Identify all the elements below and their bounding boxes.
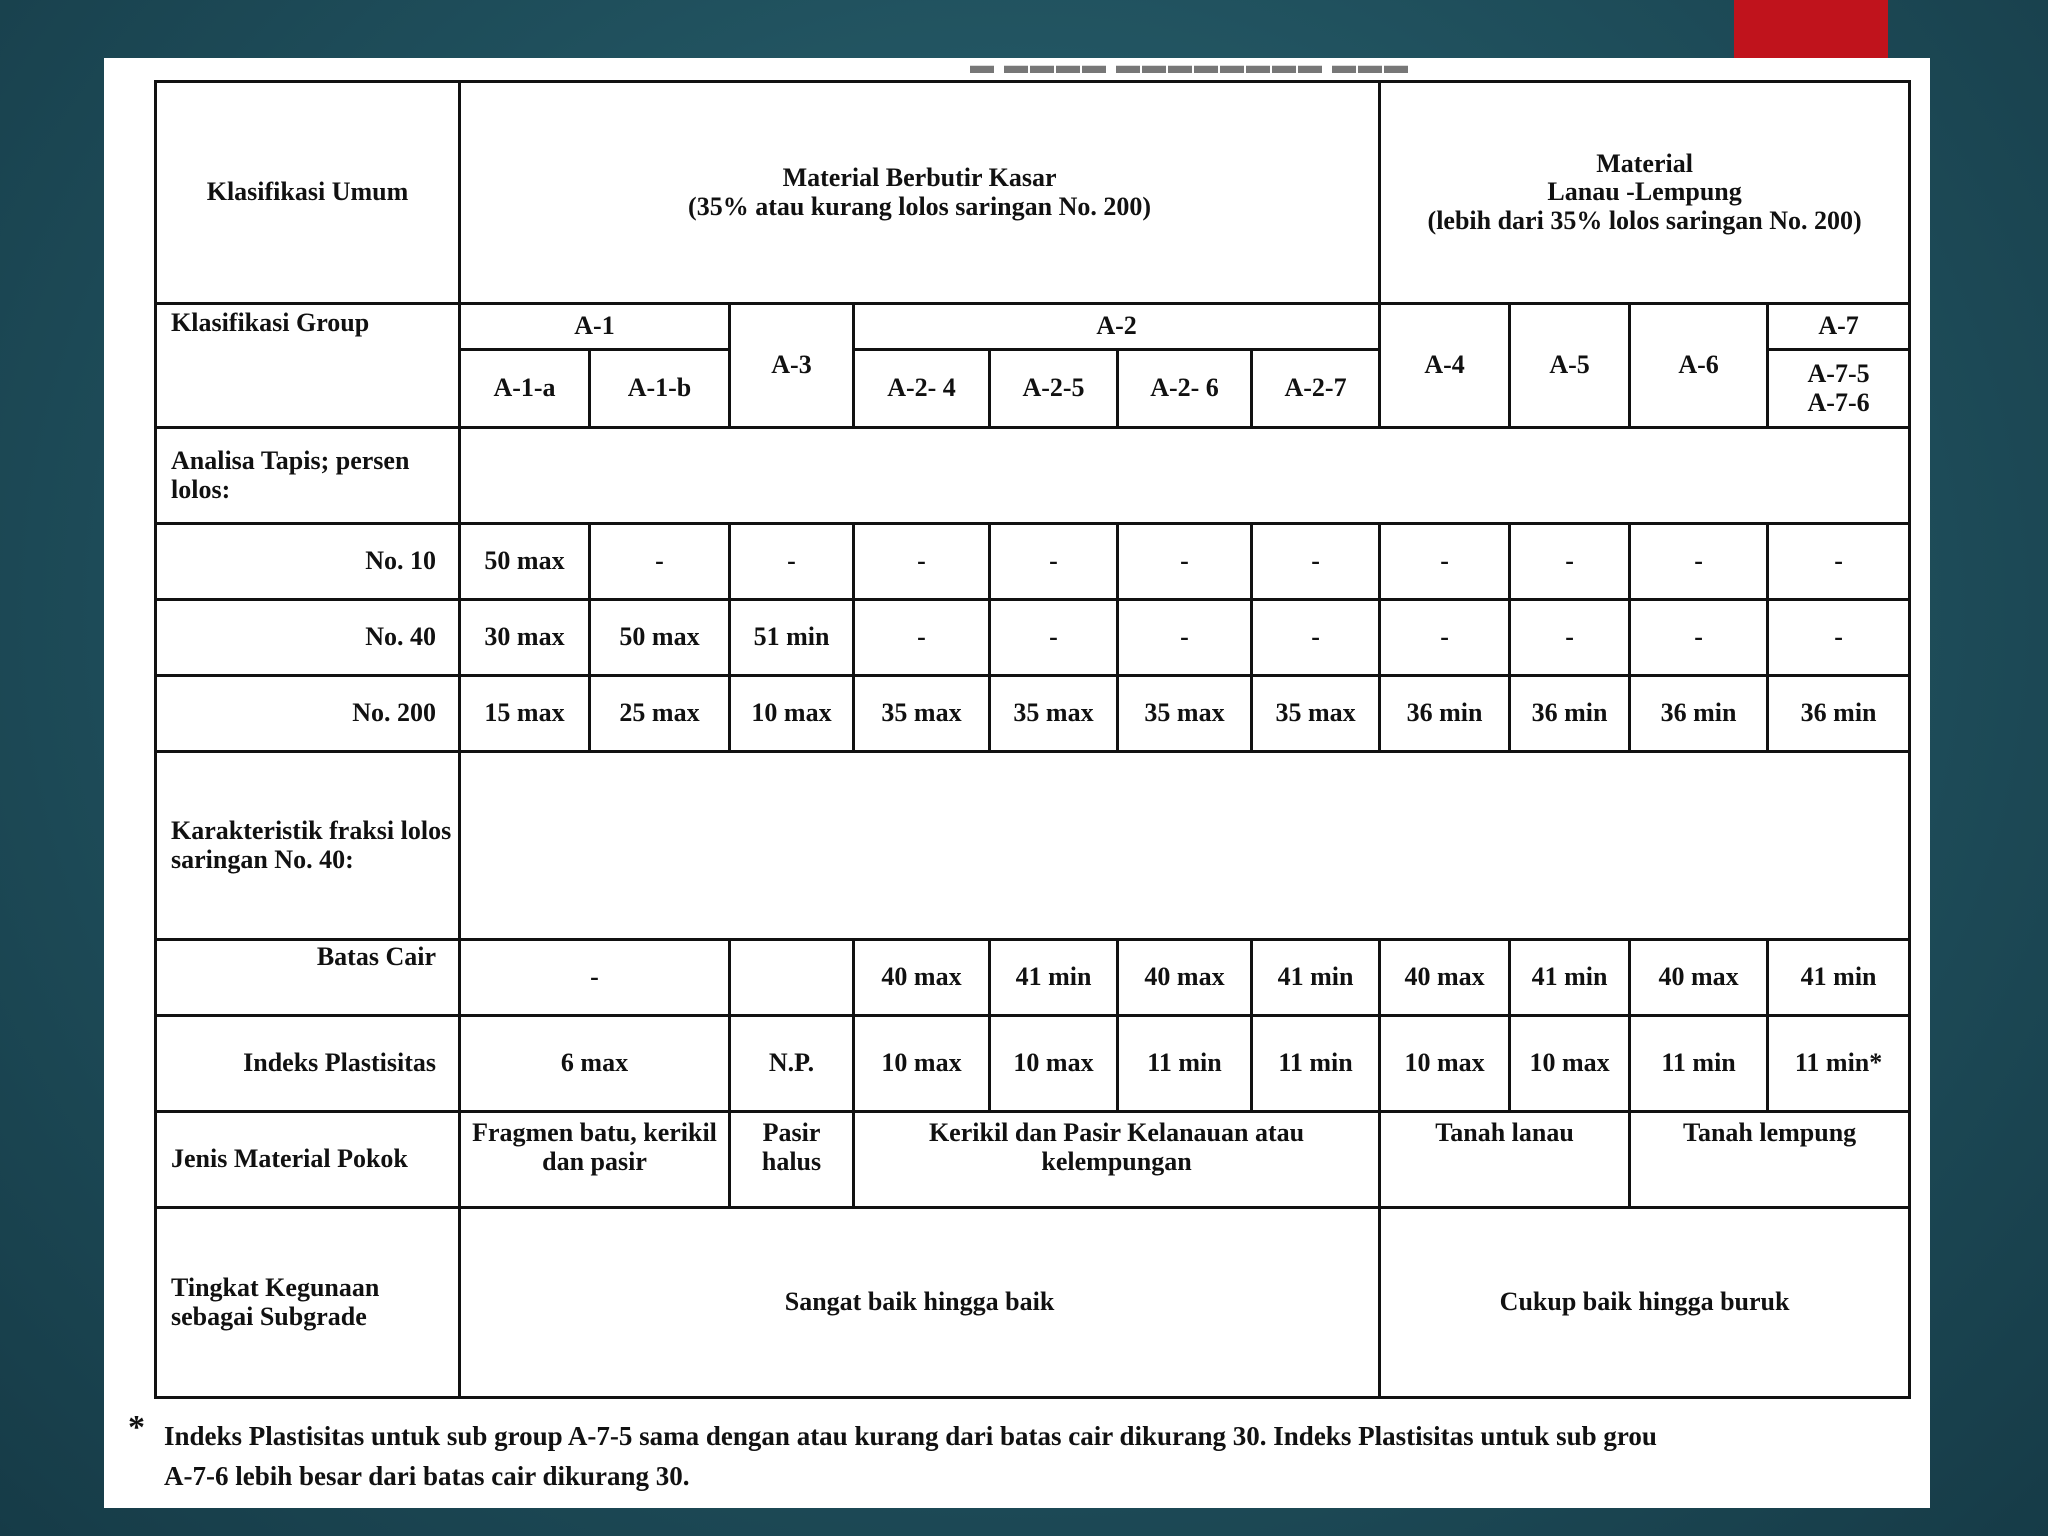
cell: - [1510,524,1630,600]
general-classification-header: Klasifikasi Umum [156,82,460,304]
cell: 15 max [460,676,590,752]
cell-a1: Fragmen batu, kerikil dan pasir [460,1112,730,1208]
red-accent-bar [1734,0,1888,58]
cell: - [990,524,1118,600]
subgroup-a76: A-7-6 [1807,387,1870,417]
footnote-marker: * [128,1409,145,1446]
cell: 10 max [990,1016,1118,1112]
subgroup-a24: A-2- 4 [854,350,990,428]
silt-title-2: Lanau -Lempung [1547,177,1742,207]
cell: 36 min [1630,676,1768,752]
row-no200 [156,676,1910,752]
cell-granular: Sangat baik hingga baik [460,1208,1380,1398]
cell: - [990,600,1118,676]
cell-clay: Tanah lempung [1630,1112,1910,1208]
row-material-type [156,1112,1910,1208]
cell: 30 max [460,600,590,676]
subgroup-a25: A-2-5 [990,350,1118,428]
subgroup-a1b: A-1-b [590,350,730,428]
cell: 11 min [1118,1016,1252,1112]
group-a1: A-1 [460,304,730,350]
cell: 10 max [730,676,854,752]
cell: 50 max [590,600,730,676]
subgroup-a26: A-2- 6 [1118,350,1252,428]
row-liquid-limit [156,940,1910,1016]
cell: 11 min* [1768,1016,1910,1112]
cell-a1: 6 max [460,1016,730,1112]
cell: 40 max [1118,940,1252,1016]
cell: 11 min [1252,1016,1380,1112]
cell-silt-clay: Cukup baik hingga buruk [1380,1208,1910,1398]
row-suitability [156,1208,1910,1398]
group-a3: A-3 [730,304,854,428]
cell: - [1380,600,1510,676]
row-label: No. 10 [156,524,460,600]
cell-silt: Tanah lanau [1380,1112,1630,1208]
cell: 35 max [990,676,1118,752]
cell: 36 min [1768,676,1910,752]
cell: 51 min [730,600,854,676]
silt-subtitle: (lebih dari 35% lolos saringan No. 200) [1427,205,1862,235]
characteristics-label: Karakteristik fraksi lolos saringan No. 40: [156,752,460,940]
row-label: Indeks Plastisitas [156,1016,460,1112]
sieve-analysis-label: Analisa Tapis; persen lolos: [156,428,460,524]
subgroup-a75: A-7-5 [1807,358,1870,388]
cell: 41 min [990,940,1118,1016]
cell: 10 max [854,1016,990,1112]
group-a2: A-2 [854,304,1380,350]
aashto-classification-table [154,80,1911,1399]
group-a7: A-7 [1768,304,1910,350]
cell: - [1380,524,1510,600]
subgroup-a7 [1768,350,1910,428]
cell-a3: Pasir halus [730,1112,854,1208]
granular-title: Material Berbutir Kasar [782,162,1057,192]
cell: 40 max [1630,940,1768,1016]
group-a5: A-5 [1510,304,1630,428]
characteristics-blank [460,752,1910,940]
cell: - [1118,524,1252,600]
row-label: No. 200 [156,676,460,752]
cell: 25 max [590,676,730,752]
cell: - [730,524,854,600]
row-label: No. 40 [156,600,460,676]
cell: 11 min [1630,1016,1768,1112]
cell: 10 max [1510,1016,1630,1112]
group-a6: A-6 [1630,304,1768,428]
subgroup-a1a: A-1-a [460,350,590,428]
cell-a3: N.P. [730,1016,854,1112]
silt-clay-header [1380,82,1910,304]
cell: 40 max [854,940,990,1016]
cell: 10 max [1380,1016,1510,1112]
footnote-text-2: A-7-6 lebih besar dari batas cair dikurang 30. [164,1461,690,1491]
cell-a3 [730,940,854,1016]
sieve-analysis-blank [460,428,1910,524]
cell-a1: - [460,940,730,1016]
row-label: Jenis Material Pokok [156,1112,460,1208]
cell: 36 min [1380,676,1510,752]
cell: - [1630,600,1768,676]
footnote [128,1409,1928,1496]
cell: - [1768,524,1910,600]
cell: 35 max [1118,676,1252,752]
cell: 40 max [1380,940,1510,1016]
group-a4: A-4 [1380,304,1510,428]
cell: - [1252,600,1380,676]
cell: - [854,600,990,676]
row-label: Tingkat Kegunaan sebagai Subgrade [156,1208,460,1398]
group-classification-label: Klasifikasi Group [156,304,460,428]
silt-title: Material [1596,148,1693,178]
cell: 35 max [854,676,990,752]
cell: - [1630,524,1768,600]
granular-material-header [460,82,1380,304]
cell: - [1510,600,1630,676]
cell: 41 min [1252,940,1380,1016]
row-plasticity-index [156,1016,1910,1112]
subgroup-a27: A-2-7 [1252,350,1380,428]
footnote-text: Indeks Plastisitas untuk sub group A-7-5 sama dengan atau kurang dari batas cair dikurang 30. Indeks Plastisitas untuk sub grou [164,1421,1657,1451]
granular-subtitle: (35% atau kurang lolos saringan No. 200) [688,191,1152,221]
cropped-heading: ▬ ▬▬▬▬ ▬▬▬▬▬▬▬▬ ▬▬▬ [970,53,1410,79]
cell: - [854,524,990,600]
cell-a2: Kerikil dan Pasir Kelanauan atau kelempungan [854,1112,1380,1208]
cell: 36 min [1510,676,1630,752]
cell: - [1118,600,1252,676]
row-no10 [156,524,1910,600]
row-no40 [156,600,1910,676]
row-label: Batas Cair [156,940,460,1016]
cell: 41 min [1768,940,1910,1016]
cell: - [1768,600,1910,676]
cell: 41 min [1510,940,1630,1016]
cell: 35 max [1252,676,1380,752]
cell: - [590,524,730,600]
cell: - [1252,524,1380,600]
cell: 50 max [460,524,590,600]
